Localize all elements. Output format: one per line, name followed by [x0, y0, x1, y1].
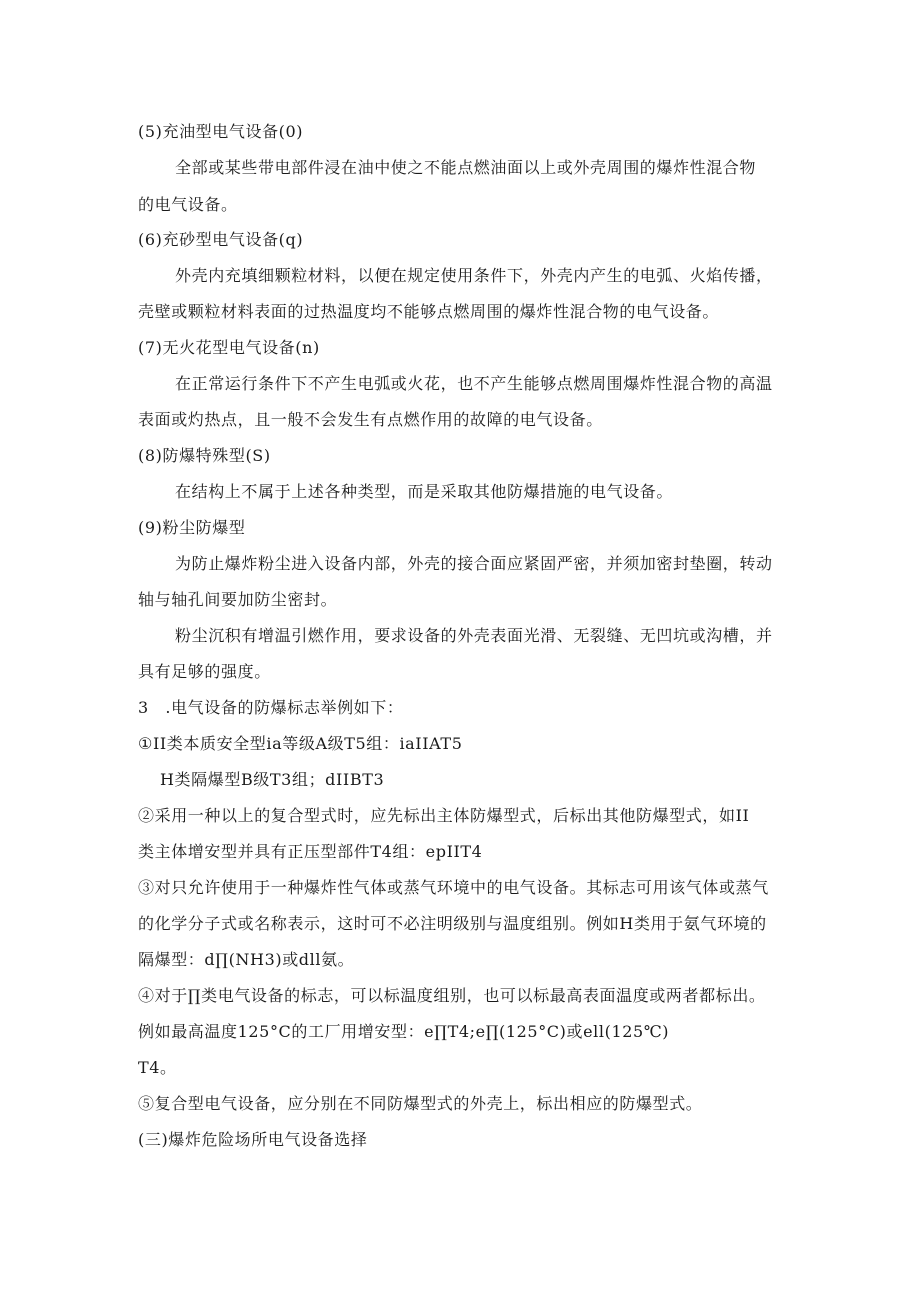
- paragraph-line: 壳壁或颗粒材料表面的过热温度均不能够点燃周围的爆炸性混合物的电气设备。: [138, 302, 720, 321]
- list-item: ⑤复合型电气设备，应分别在不同防爆型式的外壳上，标出相应的防爆型式。: [138, 1094, 703, 1113]
- paragraph-line: 轴与轴孔间要加防尘密封。: [138, 590, 338, 609]
- paragraph-line: 隔爆型：d∏(NH3)或dll氨。: [138, 950, 355, 969]
- list-item: ③对只允许使用于一种爆炸性气体或蒸气环境中的电气设备。其标志可用该气体或蒸气: [138, 878, 769, 897]
- paragraph-line: 全部或某些带电部件浸在油中使之不能点燃油面以上或外壳周围的爆炸性混合物: [175, 158, 757, 177]
- paragraph-line: 外壳内充填细颗粒材料，以便在规定使用条件下，外壳内产生的电弧、火焰传播，: [175, 266, 773, 285]
- paragraph-line: 在正常运行条件下不产生电弧或火花，也不产生能够点燃周围爆炸性混合物的高温: [175, 374, 773, 393]
- heading-oil-filled: (5)充油型电气设备(0): [138, 122, 304, 141]
- heading-dust-proof: (9)粉尘防爆型: [138, 518, 246, 537]
- paragraph-line: 类主体增安型并具有正压型部件T4组：epIIT4: [138, 842, 483, 861]
- list-item: H类隔爆型B级T3组；dIIBT3: [160, 770, 385, 789]
- list-item: ④对于∏类电气设备的标志，可以标温度组别，也可以标最高表面温度或两者都标出。: [138, 986, 766, 1005]
- list-item: ①II类本质安全型ia等级A级T5组：iaIIAT5: [138, 734, 463, 753]
- paragraph-line: 的电气设备。: [138, 195, 238, 214]
- paragraph-line: 为防止爆炸粉尘进入设备内部，外壳的接合面应紧固严密，并须加密封垫圈，转动: [175, 554, 773, 573]
- paragraph-line: 具有足够的强度。: [138, 662, 271, 681]
- heading-sand-filled: (6)充砂型电气设备(q): [138, 230, 304, 249]
- section-heading-equipment-selection: (三)爆炸危险场所电气设备选择: [138, 1130, 368, 1149]
- paragraph-line: 例如最高温度125°C的工厂用增安型：e∏T4;e∏(125°C)或ell(125℃): [138, 1022, 670, 1041]
- heading-non-sparking: (7)无火花型电气设备(n): [138, 338, 320, 357]
- list-item: ②采用一种以上的复合型式时，应先标出主体防爆型式，后标出其他防爆型式，如II: [138, 806, 750, 825]
- paragraph-line: T4。: [138, 1058, 177, 1077]
- paragraph-line: 的化学分子式或名称表示，这时可不必注明级别与温度组别。例如H类用于氨气环境的: [138, 914, 767, 933]
- paragraph-line: 在结构上不属于上述各种类型，而是采取其他防爆措施的电气设备。: [175, 482, 674, 501]
- paragraph-line: 粉尘沉积有增温引燃作用，要求设备的外壳表面光滑、无裂缝、无凹坑或沟槽，并: [175, 626, 773, 645]
- section-heading-marking-examples: 3 .电气设备的防爆标志举例如下：: [138, 698, 404, 717]
- paragraph-line: 表面或灼热点，且一般不会发生有点燃作用的故障的电气设备。: [138, 410, 603, 429]
- heading-special-type: (8)防爆特殊型(S): [138, 446, 271, 465]
